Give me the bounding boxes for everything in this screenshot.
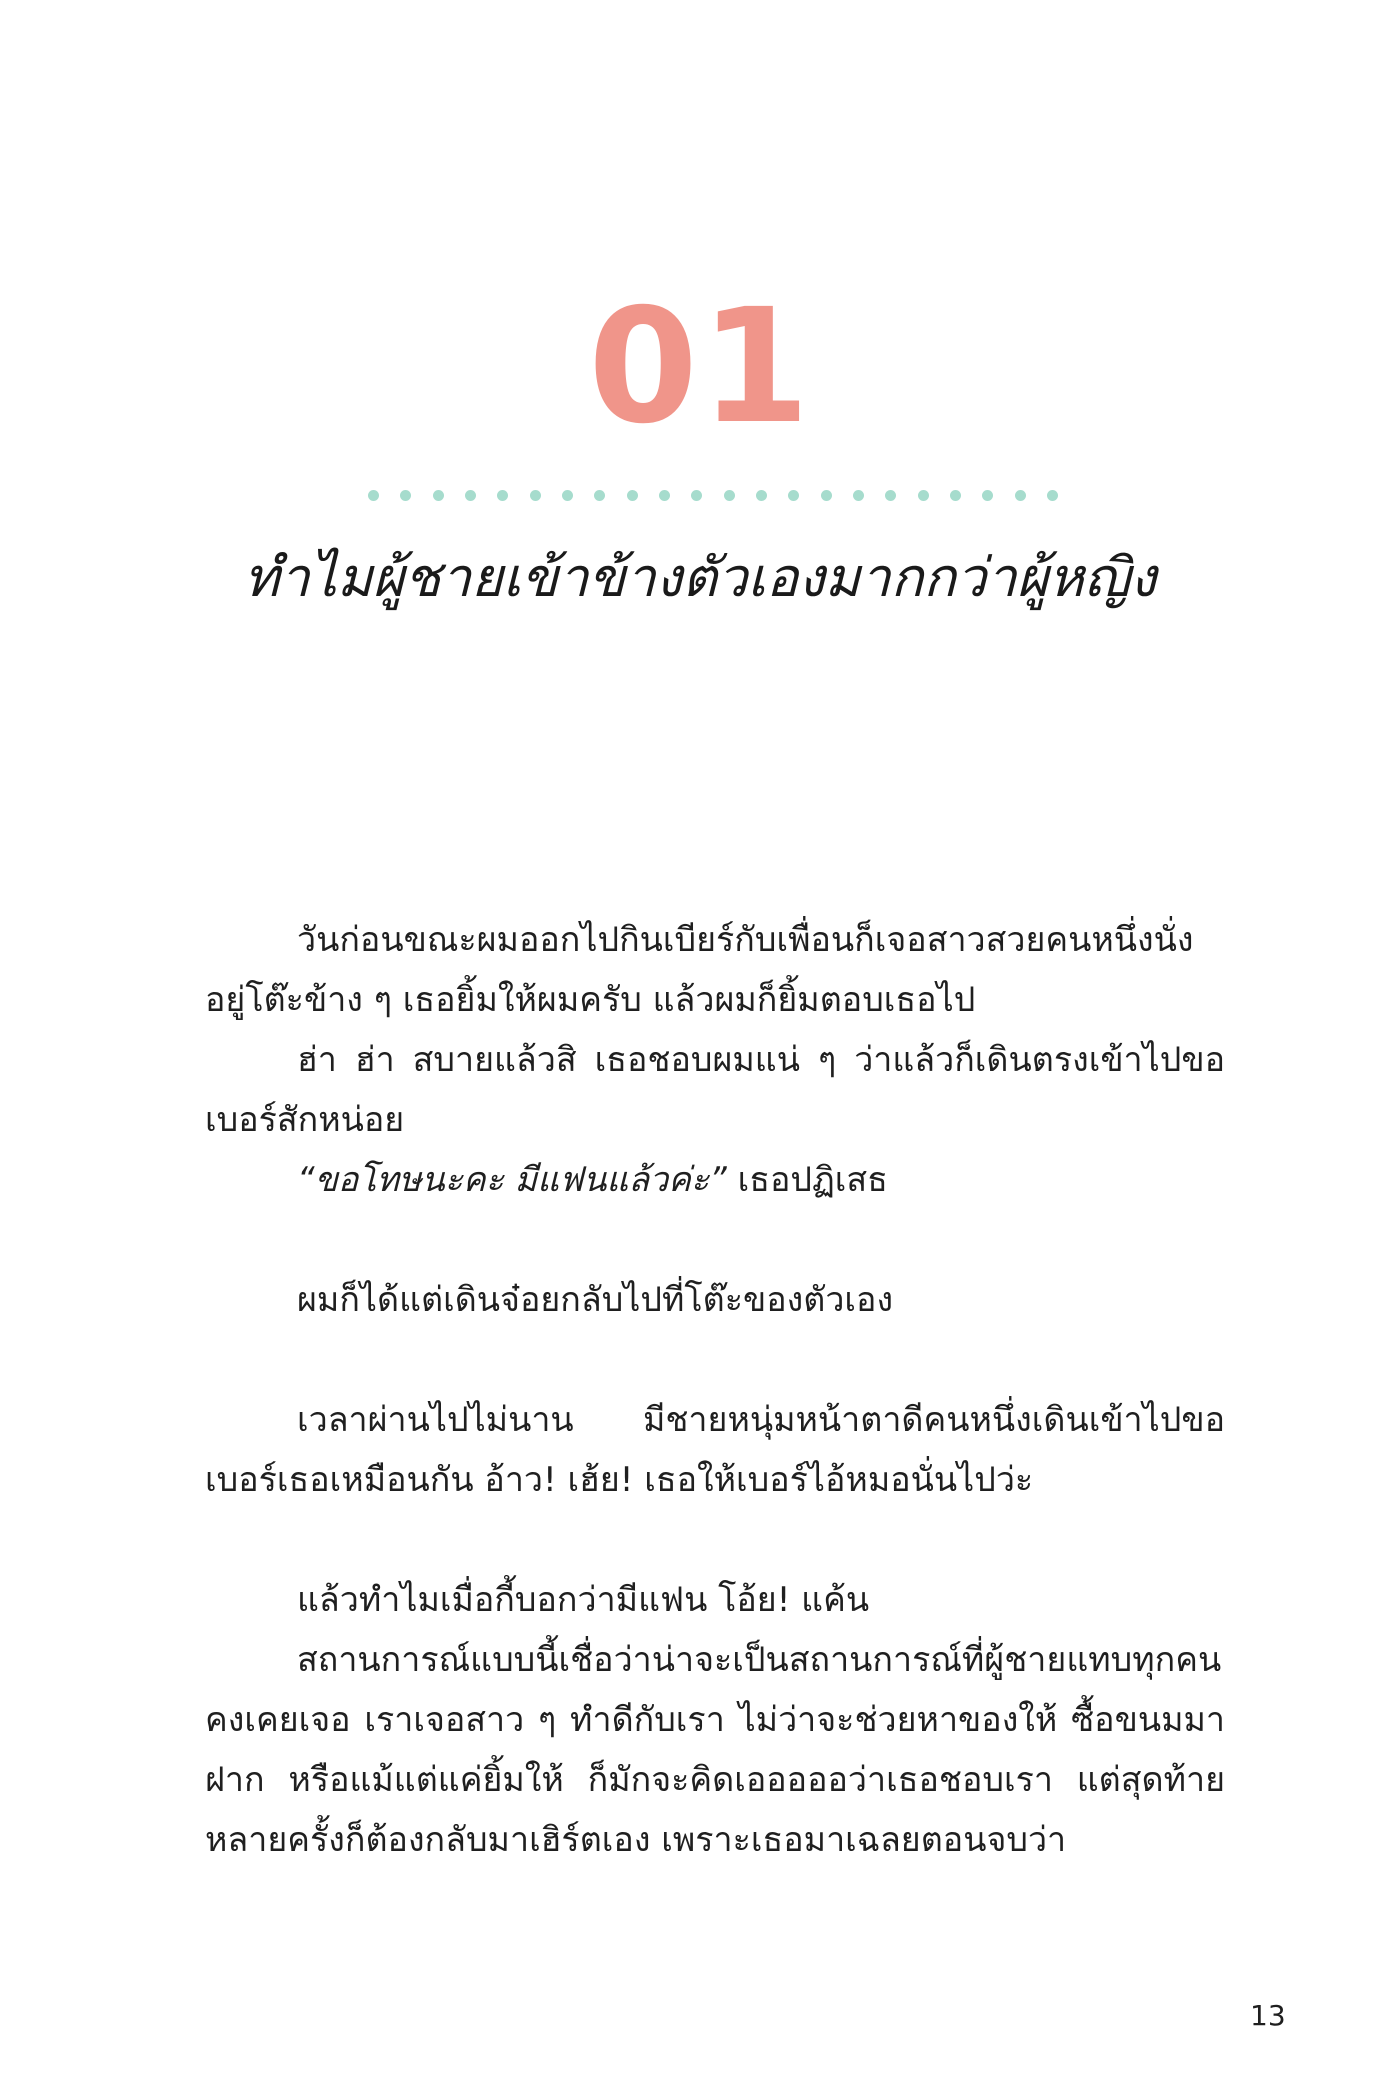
divider-dot: [465, 490, 476, 501]
paragraph-1: วันก่อนขณะผมออกไปกินเบียร์กับเพื่อนก็เจอสาวสวยคนหนึ่งนั่งอยู่โต๊ะข้าง ๆ เธอยิ้มให้ผมครับ แล้วผมก็ยิ้มตอบเธอไป: [205, 920, 1194, 1020]
paragraph-3: [205, 1150, 1225, 1210]
paragraph-6: แล้วทำไมเมื่อกี้บอกว่ามีแฟน โอ้ย! แค้น: [297, 1580, 870, 1620]
divider-dot: [821, 490, 832, 501]
divider-dot: [659, 490, 670, 501]
paragraph-gap: [205, 1210, 1225, 1270]
body-text: [205, 910, 1225, 1870]
divider-dot: [1047, 490, 1058, 501]
page-number: 13: [1250, 1999, 1286, 2032]
paragraph-4: ผมก็ได้แต่เดินจ๋อยกลับไปที่โต๊ะของตัวเอง: [297, 1280, 894, 1320]
divider-dot: [756, 490, 767, 501]
paragraph-7: สถานการณ์แบบนี้เชื่อว่าน่าจะเป็นสถานการณ์ที่ผู้ชายแทบทุกคนคงเคยเจอ เราเจอสาว ๆ ทำดีกับเรา ไม่ว่าจะช่วยหาของให้ ซื้อขนมมาฝาก หรือแม้แต่แค่ยิ้มให้ ก็มักจะคิดเอออออว่าเธอชอบเรา แต่สุดท้ายหลายครั้งก็ต้องกลับมาเฮิร์ตเอง เพราะเธอมาเฉลยตอนจบว่า: [205, 1640, 1225, 1860]
divider-dot: [562, 490, 573, 501]
dot-divider: [368, 488, 1058, 502]
paragraph-gap: [205, 1330, 1225, 1390]
divider-dot: [918, 490, 929, 501]
paragraph-3-rest: เธอปฏิเสธ: [726, 1160, 888, 1200]
paragraph-2: ฮ่า ฮ่า สบายแล้วสิ เธอชอบผมแน่ ๆ ว่าแล้วก็เดินตรงเข้าไปขอเบอร์สักหน่อย: [205, 1040, 1225, 1140]
chapter-title: ทำไมผู้ชายเข้าข้างตัวเองมากกว่าผู้หญิง: [243, 546, 1157, 609]
divider-dot: [400, 490, 411, 501]
divider-dot: [1015, 490, 1026, 501]
divider-dot: [950, 490, 961, 501]
chapter-number: 01: [588, 275, 812, 459]
divider-dot: [627, 490, 638, 501]
dialogue-quote: “ขอโทษนะคะ มีแฟนแล้วค่ะ”: [297, 1160, 727, 1200]
paragraph-gap: [205, 1510, 1225, 1570]
divider-dot: [530, 490, 541, 501]
divider-dot: [724, 490, 735, 501]
divider-dot: [433, 490, 444, 501]
divider-dot: [885, 490, 896, 501]
divider-dot: [368, 490, 379, 501]
divider-dot: [853, 490, 864, 501]
divider-dot: [594, 490, 605, 501]
divider-dot: [691, 490, 702, 501]
divider-dot: [497, 490, 508, 501]
divider-dot: [788, 490, 799, 501]
divider-dot: [982, 490, 993, 501]
paragraph-5: เวลาผ่านไปไม่นาน มีชายหนุ่มหน้าตาดีคนหนึ่งเดินเข้าไปขอเบอร์เธอเหมือนกัน อ้าว! เฮ้ย! เธอให้เบอร์ไอ้หมอนั่นไปว่ะ: [205, 1400, 1225, 1500]
